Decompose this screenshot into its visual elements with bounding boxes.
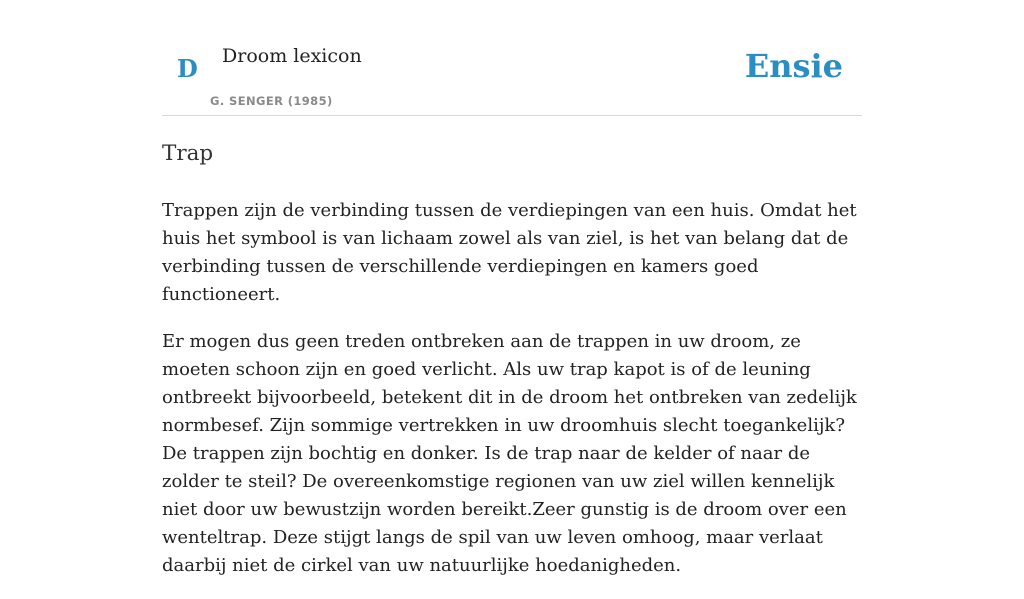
- entry-paragraph: Er mogen dus geen treden ontbreken aan de trappen in uw droom, ze moeten schoon zijn en goed verlicht. Als uw trap kapot is of de leuning ontbreekt bijvoorbeeld, betekent dit in de droom het ontbreken van zedelijk normbesef. Zijn sommige vertrekken in uw droomhuis slecht toegankelijk? De trappen zijn bochtig en donker. Is de trap naar de kelder of naar de zolder te steil? De overeenkomstige regionen van uw ziel willen kennelijk niet door uw bewustzijn worden bereikt.Zeer gunstig is de droom over een wenteltrap. Deze stijgt langs de spil van uw leven omhoog, maar verlaat daarbij niet de cirkel van uw natuurlijke hoedanigheden.: [162, 331, 857, 576]
- book-initial: D: [177, 54, 198, 83]
- entry-paragraph: Trappen zijn de verbinding tussen de verdiepingen van een huis. Omdat het huis het symbool is van lichaam zowel als van ziel, is het van belang dat de verbinding tussen de verschillende verdiepingen en kamers goed functioneert.: [162, 200, 857, 305]
- ensie-logo-link[interactable]: Ensie: [744, 47, 843, 85]
- book-author: G. SENGER (1985): [210, 94, 333, 108]
- book-header: [162, 0, 862, 116]
- entry-title: Trap: [162, 141, 214, 166]
- book-title[interactable]: Droom lexicon: [222, 45, 362, 67]
- entry-content: [162, 137, 862, 599]
